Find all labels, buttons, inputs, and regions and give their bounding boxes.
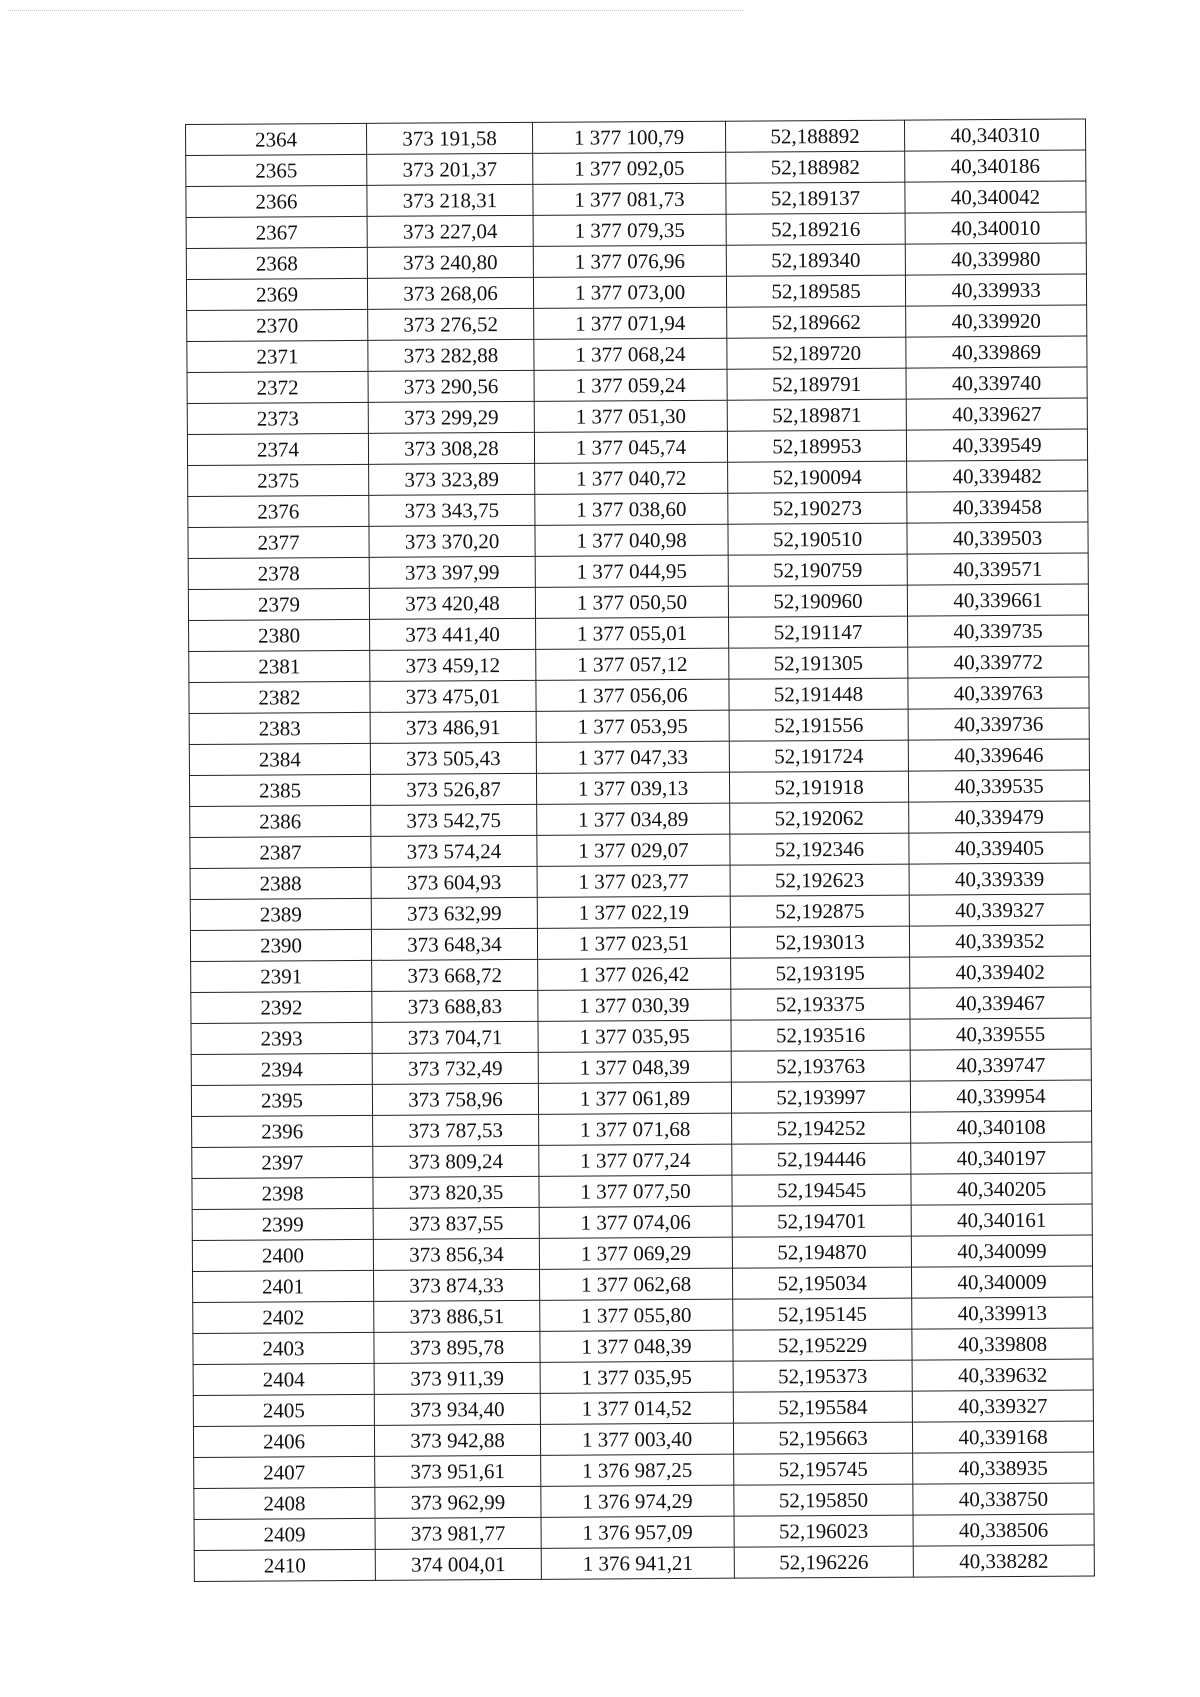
latitude-cell: 52,193375 [731,988,910,1020]
longitude-cell: 40,339549 [906,429,1087,461]
longitude-cell: 40,339661 [907,584,1088,616]
latitude-cell: 52,194545 [732,1174,911,1206]
point-number-cell: 2383 [189,712,370,744]
point-number-cell: 2388 [190,867,371,899]
latitude-cell: 52,195584 [733,1391,912,1423]
latitude-cell: 52,189137 [726,182,905,214]
y-coordinate-cell: 1 377 077,24 [539,1144,732,1176]
y-coordinate-cell: 1 377 050,50 [535,586,728,618]
point-number-cell: 2407 [194,1456,375,1488]
y-coordinate-cell: 1 377 040,98 [535,524,728,556]
x-coordinate-cell: 373 942,88 [374,1424,540,1456]
table-row [187,367,1087,403]
latitude-cell: 52,189720 [727,337,906,369]
longitude-cell: 40,338750 [913,1483,1094,1515]
y-coordinate-cell: 1 377 062,68 [540,1268,733,1300]
latitude-cell: 52,195663 [733,1422,912,1454]
y-coordinate-cell: 1 377 069,29 [539,1237,732,1269]
y-coordinate-cell: 1 377 074,06 [539,1206,732,1238]
latitude-cell: 52,193997 [731,1081,910,1113]
longitude-cell: 40,339339 [909,863,1090,895]
latitude-cell: 52,193013 [730,926,909,958]
x-coordinate-cell: 373 574,24 [371,835,537,867]
longitude-cell: 40,339352 [909,925,1090,957]
point-number-cell: 2380 [189,619,370,651]
longitude-cell: 40,339467 [910,987,1091,1019]
latitude-cell: 52,193763 [731,1050,910,1082]
point-number-cell: 2371 [187,340,368,372]
x-coordinate-cell: 373 308,28 [368,432,534,464]
x-coordinate-cell: 373 668,72 [372,959,538,991]
y-coordinate-cell: 1 377 040,72 [535,462,728,494]
point-number-cell: 2392 [191,991,372,1023]
table-row [193,1421,1093,1457]
latitude-cell: 52,190510 [728,523,907,555]
x-coordinate-cell: 373 648,34 [371,928,537,960]
longitude-cell: 40,340186 [905,150,1086,182]
longitude-cell: 40,340099 [911,1235,1092,1267]
longitude-cell: 40,339555 [910,1018,1091,1050]
table-row [194,1452,1094,1488]
y-coordinate-cell: 1 377 026,42 [538,958,731,990]
y-coordinate-cell: 1 377 048,39 [540,1330,733,1362]
table-row [193,1328,1093,1364]
point-number-cell: 2404 [193,1363,374,1395]
point-number-cell: 2394 [191,1053,372,1085]
y-coordinate-cell: 1 377 035,95 [540,1361,733,1393]
latitude-cell: 52,191448 [729,678,908,710]
x-coordinate-cell: 373 459,12 [370,649,536,681]
x-coordinate-cell: 373 632,99 [371,897,537,929]
point-number-cell: 2396 [192,1115,373,1147]
longitude-cell: 40,339327 [912,1390,1093,1422]
y-coordinate-cell: 1 377 068,24 [534,338,727,370]
x-coordinate-cell: 373 191,58 [366,122,532,154]
point-number-cell: 2401 [193,1270,374,1302]
latitude-cell: 52,195373 [733,1360,912,1392]
latitude-cell: 52,191724 [729,740,908,772]
y-coordinate-cell: 1 377 081,73 [533,183,726,215]
x-coordinate-cell: 373 420,48 [369,587,535,619]
x-coordinate-cell: 373 886,51 [374,1300,540,1332]
latitude-cell: 52,189662 [727,306,906,338]
y-coordinate-cell: 1 377 023,77 [537,865,730,897]
table-row [189,739,1089,775]
x-coordinate-cell: 373 441,40 [370,618,536,650]
x-coordinate-cell: 373 604,93 [371,866,537,898]
table-row [190,832,1090,868]
longitude-cell: 40,339772 [908,646,1089,678]
table-row [187,429,1087,465]
y-coordinate-cell: 1 377 044,95 [535,555,728,587]
table-row [187,398,1087,434]
longitude-cell: 40,339632 [912,1359,1093,1391]
point-number-cell: 2374 [187,433,368,465]
x-coordinate-cell: 373 370,20 [369,525,535,557]
longitude-cell: 40,340108 [911,1111,1092,1143]
point-number-cell: 2382 [189,681,370,713]
latitude-cell: 52,194252 [732,1112,911,1144]
point-number-cell: 2365 [186,154,367,186]
table-row [189,770,1089,806]
table-row [188,522,1088,558]
table-row [194,1514,1094,1550]
table-row [189,615,1089,651]
point-number-cell: 2395 [191,1084,372,1116]
table-row [190,863,1090,899]
latitude-cell: 52,196226 [734,1546,913,1578]
y-coordinate-cell: 1 377 045,74 [534,431,727,463]
point-number-cell: 2402 [193,1301,374,1333]
table-row [193,1297,1093,1333]
point-number-cell: 2389 [190,898,371,930]
latitude-cell: 52,191305 [729,647,908,679]
latitude-cell: 52,195850 [734,1484,913,1516]
point-number-cell: 2397 [192,1146,373,1178]
latitude-cell: 52,195034 [732,1267,911,1299]
x-coordinate-cell: 373 486,91 [370,711,536,743]
longitude-cell: 40,339933 [905,274,1086,306]
longitude-cell: 40,339458 [907,491,1088,523]
table-row [191,1018,1091,1054]
latitude-cell: 52,190960 [728,585,907,617]
table-row [192,1111,1092,1147]
point-number-cell: 2372 [187,371,368,403]
longitude-cell: 40,339646 [908,739,1089,771]
point-number-cell: 2387 [190,836,371,868]
table-row [189,646,1089,682]
x-coordinate-cell: 373 856,34 [373,1238,539,1270]
longitude-cell: 40,339627 [906,398,1087,430]
y-coordinate-cell: 1 377 022,19 [537,896,730,928]
point-number-cell: 2367 [186,216,367,248]
x-coordinate-cell: 373 962,99 [375,1486,541,1518]
latitude-cell: 52,195145 [733,1298,912,1330]
latitude-cell: 52,189871 [727,399,906,431]
latitude-cell: 52,189340 [726,244,905,276]
latitude-cell: 52,189791 [727,368,906,400]
y-coordinate-cell: 1 377 079,35 [533,214,726,246]
longitude-cell: 40,339503 [907,522,1088,554]
table-row [186,181,1086,217]
table-row [186,150,1086,186]
x-coordinate-cell: 373 981,77 [375,1517,541,1549]
point-number-cell: 2403 [193,1332,374,1364]
table-row [190,925,1090,961]
point-number-cell: 2409 [194,1518,375,1550]
coordinates-table [185,118,1095,1581]
table-row [193,1390,1093,1426]
longitude-cell: 40,339763 [908,677,1089,709]
y-coordinate-cell: 1 377 055,80 [540,1299,733,1331]
longitude-cell: 40,340009 [911,1266,1092,1298]
point-number-cell: 2390 [190,929,371,961]
x-coordinate-cell: 373 837,55 [373,1207,539,1239]
longitude-cell: 40,338282 [913,1545,1094,1577]
longitude-cell: 40,339980 [905,243,1086,275]
y-coordinate-cell: 1 376 974,29 [541,1485,734,1517]
x-coordinate-cell: 373 505,43 [370,742,536,774]
latitude-cell: 52,190094 [728,461,907,493]
point-number-cell: 2410 [194,1549,375,1581]
y-coordinate-cell: 1 377 076,96 [533,245,726,277]
point-number-cell: 2364 [186,123,367,155]
point-number-cell: 2377 [188,526,369,558]
x-coordinate-cell: 373 951,61 [375,1455,541,1487]
table-row [192,1204,1092,1240]
x-coordinate-cell: 373 911,39 [374,1362,540,1394]
latitude-cell: 52,196023 [734,1515,913,1547]
table-row [187,305,1087,341]
point-number-cell: 2399 [192,1208,373,1240]
x-coordinate-cell: 373 282,88 [368,339,534,371]
x-coordinate-cell: 373 787,53 [373,1114,539,1146]
longitude-cell: 40,339168 [912,1421,1093,1453]
table-row [188,553,1088,589]
x-coordinate-cell: 373 268,06 [367,277,533,309]
y-coordinate-cell: 1 377 057,12 [536,648,729,680]
table-row [193,1359,1093,1395]
x-coordinate-cell: 373 732,49 [372,1052,538,1084]
x-coordinate-cell: 373 542,75 [371,804,537,836]
point-number-cell: 2386 [190,805,371,837]
point-number-cell: 2408 [194,1487,375,1519]
y-coordinate-cell: 1 377 047,33 [536,741,729,773]
coordinates-table-body [186,119,1095,1581]
point-number-cell: 2385 [189,774,370,806]
table-row [189,677,1089,713]
latitude-cell: 52,189585 [726,275,905,307]
x-coordinate-cell: 373 895,78 [374,1331,540,1363]
y-coordinate-cell: 1 377 051,30 [534,400,727,432]
point-number-cell: 2373 [187,402,368,434]
point-number-cell: 2368 [186,247,367,279]
longitude-cell: 40,340042 [905,181,1086,213]
longitude-cell: 40,340010 [905,212,1086,244]
point-number-cell: 2381 [189,650,370,682]
longitude-cell: 40,338935 [913,1452,1094,1484]
x-coordinate-cell: 373 343,75 [369,494,535,526]
y-coordinate-cell: 1 377 034,89 [537,803,730,835]
table-row [191,1080,1091,1116]
point-number-cell: 2375 [188,464,369,496]
point-number-cell: 2405 [193,1394,374,1426]
point-number-cell: 2391 [191,960,372,992]
y-coordinate-cell: 1 377 061,89 [538,1082,731,1114]
point-number-cell: 2376 [188,495,369,527]
y-coordinate-cell: 1 377 048,39 [538,1051,731,1083]
y-coordinate-cell: 1 377 100,79 [532,121,725,153]
table-row [186,274,1086,310]
x-coordinate-cell: 373 240,80 [367,246,533,278]
table-row [192,1235,1092,1271]
latitude-cell: 52,192346 [730,833,909,865]
point-number-cell: 2406 [193,1425,374,1457]
y-coordinate-cell: 1 377 035,95 [538,1020,731,1052]
x-coordinate-cell: 373 290,56 [368,370,534,402]
longitude-cell: 40,339869 [906,336,1087,368]
table-row [188,460,1088,496]
latitude-cell: 52,191918 [729,771,908,803]
x-coordinate-cell: 373 874,33 [374,1269,540,1301]
latitude-cell: 52,194870 [732,1236,911,1268]
table-row [191,987,1091,1023]
x-coordinate-cell: 373 526,87 [370,773,536,805]
latitude-cell: 52,188982 [726,151,905,183]
table-row [186,212,1086,248]
longitude-cell: 40,339535 [908,770,1089,802]
x-coordinate-cell: 373 227,04 [367,215,533,247]
latitude-cell: 52,192875 [730,895,909,927]
longitude-cell: 40,339479 [909,801,1090,833]
y-coordinate-cell: 1 376 987,25 [541,1454,734,1486]
x-coordinate-cell: 373 704,71 [372,1021,538,1053]
y-coordinate-cell: 1 377 039,13 [536,772,729,804]
table-row [190,894,1090,930]
y-coordinate-cell: 1 377 029,07 [537,834,730,866]
x-coordinate-cell: 374 004,01 [375,1548,541,1580]
point-number-cell: 2398 [192,1177,373,1209]
longitude-cell: 40,339913 [912,1297,1093,1329]
longitude-cell: 40,339747 [910,1049,1091,1081]
latitude-cell: 52,193516 [731,1019,910,1051]
longitude-cell: 40,339482 [907,460,1088,492]
latitude-cell: 52,190273 [728,492,907,524]
y-coordinate-cell: 1 377 092,05 [533,152,726,184]
scan-edge-line [8,10,743,11]
x-coordinate-cell: 373 934,40 [374,1393,540,1425]
latitude-cell: 52,195229 [733,1329,912,1361]
y-coordinate-cell: 1 377 056,06 [536,679,729,711]
x-coordinate-cell: 373 688,83 [372,990,538,1022]
longitude-cell: 40,339736 [908,708,1089,740]
latitude-cell: 52,189953 [727,430,906,462]
latitude-cell: 52,192623 [730,864,909,896]
longitude-cell: 40,339735 [908,615,1089,647]
x-coordinate-cell: 373 323,89 [369,463,535,495]
point-number-cell: 2384 [189,743,370,775]
y-coordinate-cell: 1 377 053,95 [536,710,729,742]
y-coordinate-cell: 1 377 071,68 [539,1113,732,1145]
y-coordinate-cell: 1 377 059,24 [534,369,727,401]
longitude-cell: 40,340197 [911,1142,1092,1174]
y-coordinate-cell: 1 377 073,00 [533,276,726,308]
x-coordinate-cell: 373 758,96 [372,1083,538,1115]
longitude-cell: 40,340161 [911,1204,1092,1236]
y-coordinate-cell: 1 377 003,40 [540,1423,733,1455]
y-coordinate-cell: 1 377 038,60 [535,493,728,525]
x-coordinate-cell: 373 820,35 [373,1176,539,1208]
longitude-cell: 40,339740 [906,367,1087,399]
point-number-cell: 2379 [188,588,369,620]
table-row [191,956,1091,992]
table-row [190,801,1090,837]
y-coordinate-cell: 1 377 030,39 [538,989,731,1021]
x-coordinate-cell: 373 218,31 [367,184,533,216]
y-coordinate-cell: 1 377 077,50 [539,1175,732,1207]
y-coordinate-cell: 1 377 023,51 [537,927,730,959]
latitude-cell: 52,191556 [729,709,908,741]
table-row [187,336,1087,372]
table-row [188,491,1088,527]
table-row [192,1173,1092,1209]
point-number-cell: 2369 [186,278,367,310]
longitude-cell: 40,338506 [913,1514,1094,1546]
longitude-cell: 40,339808 [912,1328,1093,1360]
y-coordinate-cell: 1 377 014,52 [540,1392,733,1424]
table-row [194,1545,1094,1581]
y-coordinate-cell: 1 376 941,21 [541,1547,734,1579]
longitude-cell: 40,339327 [909,894,1090,926]
y-coordinate-cell: 1 377 055,01 [536,617,729,649]
latitude-cell: 52,189216 [726,213,905,245]
table-row [186,243,1086,279]
longitude-cell: 40,339402 [910,956,1091,988]
longitude-cell: 40,339954 [910,1080,1091,1112]
x-coordinate-cell: 373 475,01 [370,680,536,712]
y-coordinate-cell: 1 376 957,09 [541,1516,734,1548]
latitude-cell: 52,191147 [729,616,908,648]
latitude-cell: 52,194446 [732,1143,911,1175]
longitude-cell: 40,340205 [911,1173,1092,1205]
y-coordinate-cell: 1 377 071,94 [534,307,727,339]
x-coordinate-cell: 373 299,29 [368,401,534,433]
longitude-cell: 40,339920 [906,305,1087,337]
latitude-cell: 52,193195 [731,957,910,989]
table-row [186,119,1086,155]
latitude-cell: 52,194701 [732,1205,911,1237]
latitude-cell: 52,188892 [725,120,904,152]
longitude-cell: 40,339405 [909,832,1090,864]
x-coordinate-cell: 373 397,99 [369,556,535,588]
point-number-cell: 2370 [187,309,368,341]
point-number-cell: 2378 [188,557,369,589]
table-row [194,1483,1094,1519]
x-coordinate-cell: 373 809,24 [373,1145,539,1177]
longitude-cell: 40,340310 [904,119,1085,151]
point-number-cell: 2366 [186,185,367,217]
x-coordinate-cell: 373 276,52 [368,308,534,340]
latitude-cell: 52,195745 [734,1453,913,1485]
longitude-cell: 40,339571 [907,553,1088,585]
x-coordinate-cell: 373 201,37 [367,153,533,185]
table-row [192,1142,1092,1178]
latitude-cell: 52,192062 [730,802,909,834]
latitude-cell: 52,190759 [728,554,907,586]
table-row [188,584,1088,620]
table-row [191,1049,1091,1085]
point-number-cell: 2400 [192,1239,373,1271]
table-row [189,708,1089,744]
table-row [193,1266,1093,1302]
point-number-cell: 2393 [191,1022,372,1054]
